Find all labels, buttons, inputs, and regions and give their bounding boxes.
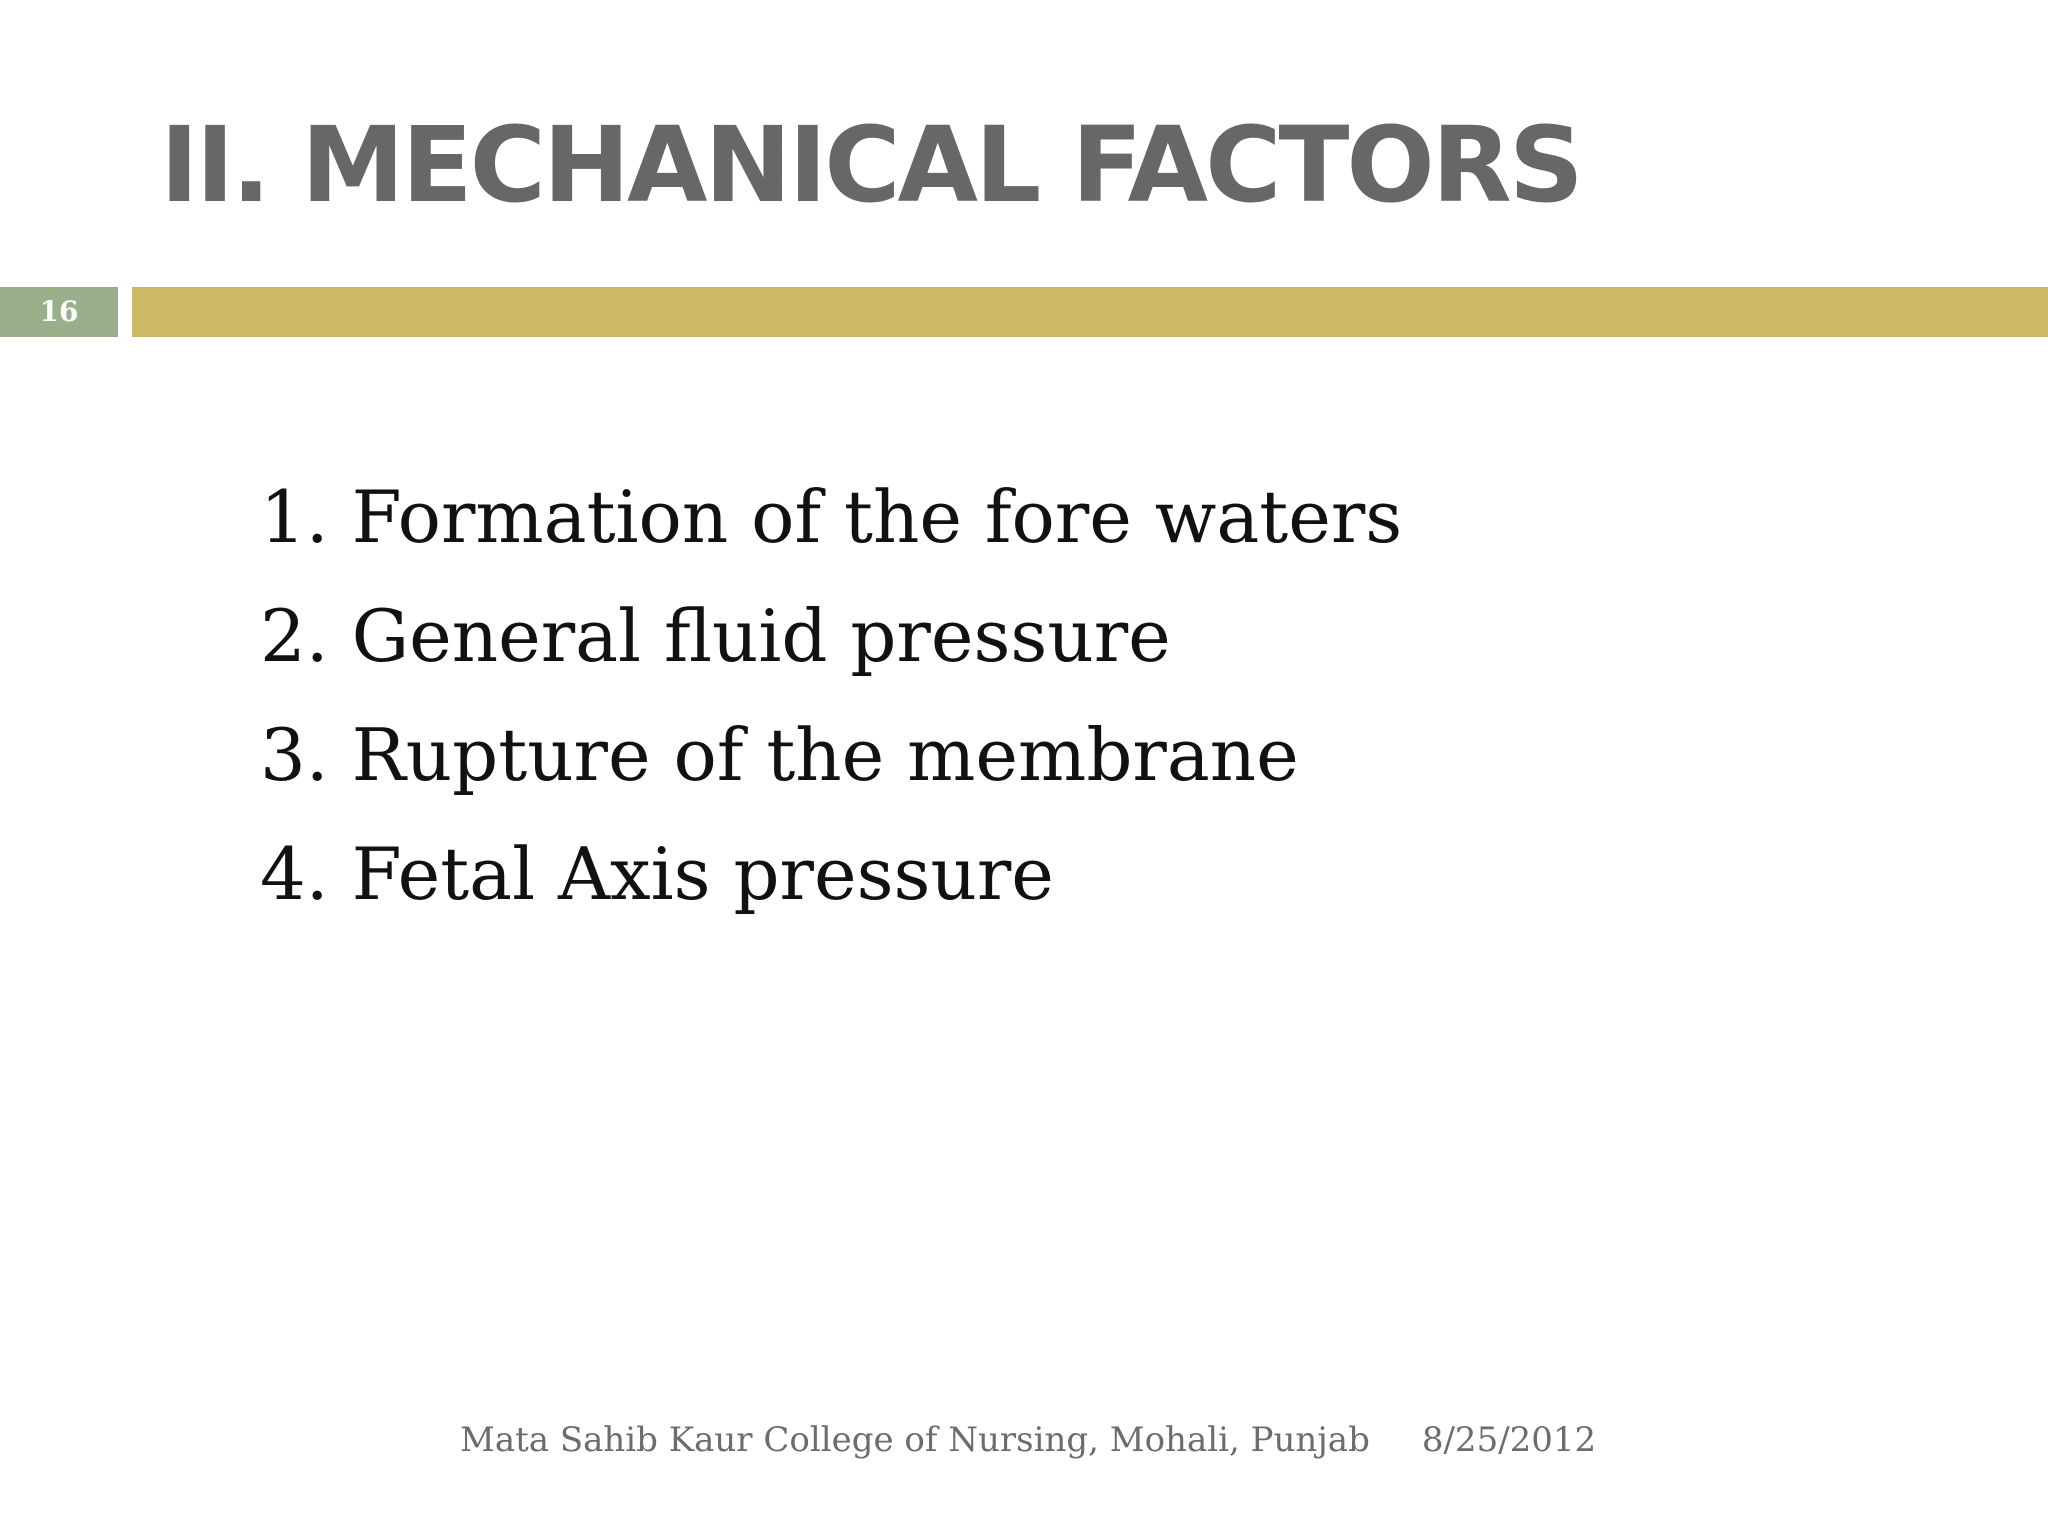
slide-footer bbox=[460, 1420, 1596, 1460]
slide-title: II. MECHANICAL FACTORS bbox=[160, 104, 1581, 226]
list-item: 2. General fluid pressure bbox=[260, 594, 1171, 678]
list-item: 4. Fetal Axis pressure bbox=[260, 832, 1054, 916]
accent-bar bbox=[132, 287, 2048, 337]
slide-number-badge: 16 bbox=[0, 287, 118, 337]
factor-list bbox=[260, 458, 1402, 934]
list-item: 1. Formation of the fore waters bbox=[260, 475, 1403, 559]
list-item: 3. Rupture of the membrane bbox=[260, 713, 1299, 797]
footer-date: 8/25/2012 bbox=[1421, 1420, 1597, 1460]
footer-institution: Mata Sahib Kaur College of Nursing, Mohali, Punjab bbox=[460, 1420, 1370, 1460]
